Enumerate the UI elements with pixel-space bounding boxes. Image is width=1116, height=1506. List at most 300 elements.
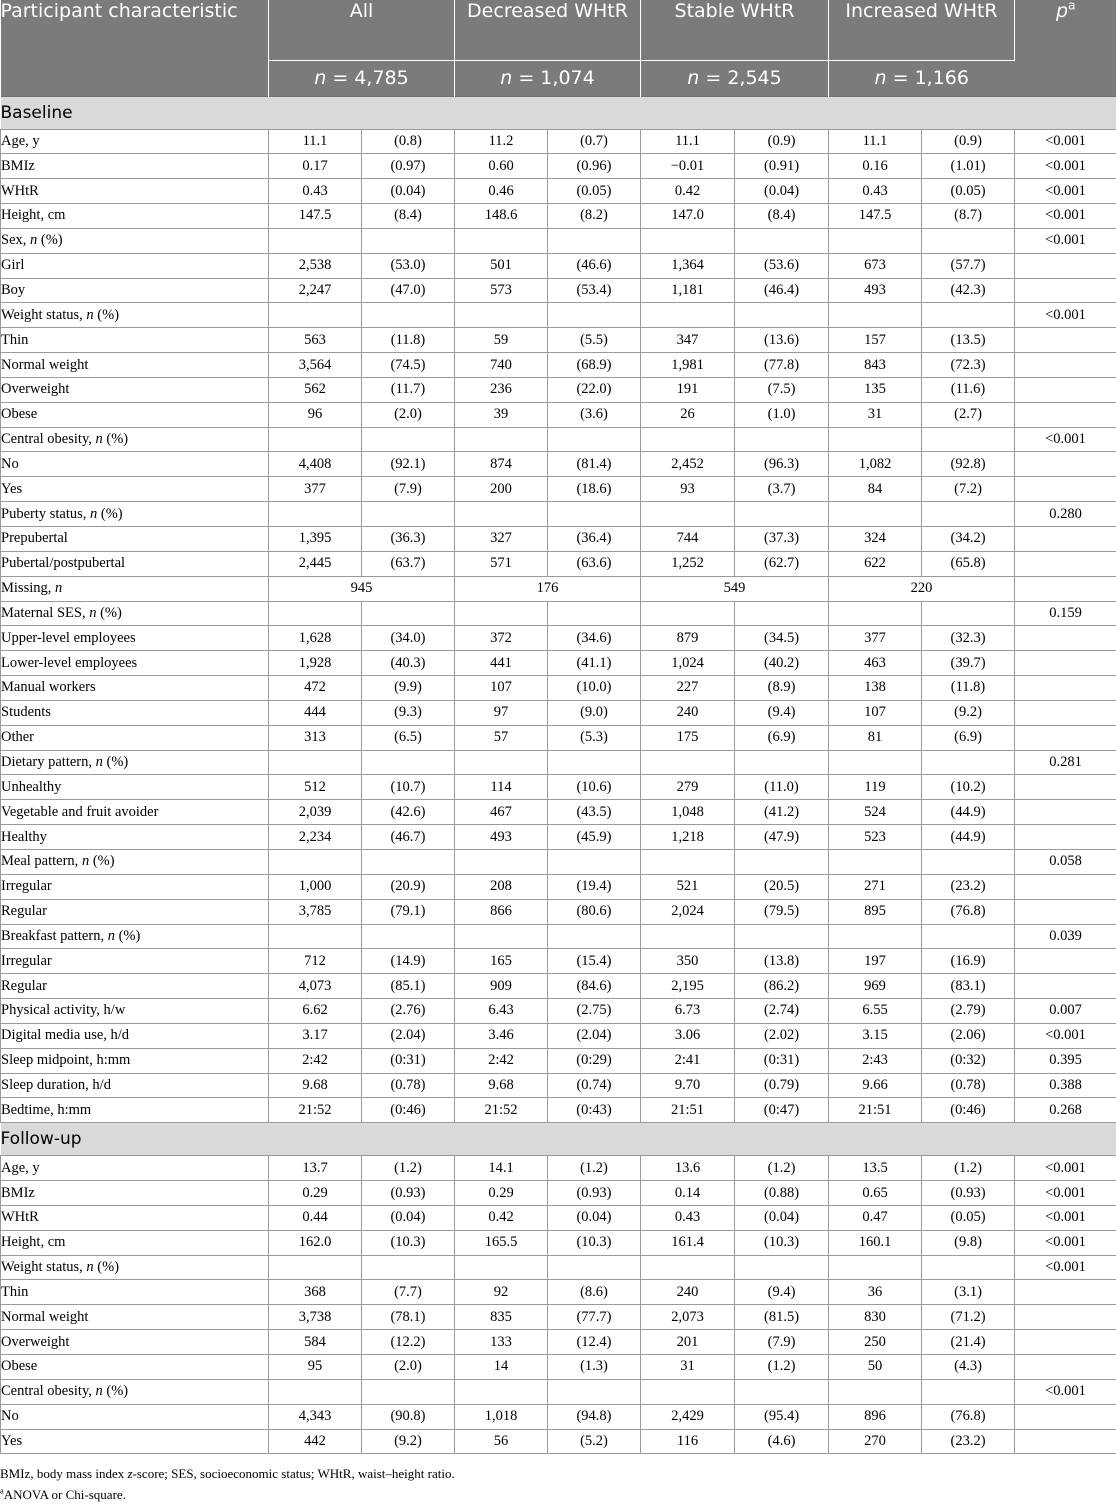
table-cell-value: 11.2 <box>455 129 548 154</box>
table-cell-sd: (2.04) <box>548 1023 641 1048</box>
row-label: Regular <box>1 974 269 999</box>
table-cell-value <box>455 1255 548 1280</box>
table-cell-value: 0.42 <box>455 1205 548 1230</box>
table-cell-sd: (3.1) <box>922 1280 1015 1305</box>
table-cell-value <box>455 502 548 527</box>
table-cell-sd: (40.3) <box>362 651 455 676</box>
table-cell-sd: (2.7) <box>922 402 1015 427</box>
table-cell-value: 250 <box>829 1330 922 1355</box>
table-cell-value <box>269 1379 362 1404</box>
row-label: Pubertal/postpubertal <box>1 551 269 576</box>
table-row <box>1 924 1116 949</box>
table-cell-value: 0.42 <box>641 179 735 204</box>
table-cell-value <box>641 502 735 527</box>
table-cell-sd: (53.0) <box>362 253 455 278</box>
table-cell-sd: (4.3) <box>922 1355 1015 1380</box>
row-label: Bedtime, h:mm <box>1 1098 269 1123</box>
table-cell-sd: (0.78) <box>922 1073 1015 1098</box>
table-row <box>1 427 1116 452</box>
table-cell-sd: (96.3) <box>735 452 829 477</box>
table-cell-sd: (43.5) <box>548 800 641 825</box>
table-cell-sd: (0.74) <box>548 1073 641 1098</box>
table-cell-value: 116 <box>641 1429 735 1454</box>
table-cell-value: 56 <box>455 1429 548 1454</box>
table-cell-sd: (36.4) <box>548 527 641 552</box>
table-cell-sd: (65.8) <box>922 551 1015 576</box>
table-cell-value: 1,364 <box>641 253 735 278</box>
table-cell-value: 1,181 <box>641 278 735 303</box>
table-cell-sd <box>362 502 455 527</box>
table-cell-value: 4,408 <box>269 452 362 477</box>
table-cell-merged: 945 <box>269 576 455 601</box>
table-cell-p-value <box>1015 1330 1116 1355</box>
table-cell-sd: (1.2) <box>362 1156 455 1181</box>
table-cell-value: 563 <box>269 328 362 353</box>
table-cell-sd: (44.9) <box>922 825 1015 850</box>
table-cell-value: 6.43 <box>455 999 548 1024</box>
table-cell-sd: (11.8) <box>362 328 455 353</box>
table-cell-value: 0.43 <box>829 179 922 204</box>
table-cell-value: 372 <box>455 626 548 651</box>
table-cell-value: 866 <box>455 899 548 924</box>
table-cell-sd: (0.97) <box>362 154 455 179</box>
table-row <box>1 576 1116 601</box>
table-cell-value <box>455 924 548 949</box>
table-cell-value: 191 <box>641 377 735 402</box>
table-cell-value: 31 <box>641 1355 735 1380</box>
row-label: Overweight <box>1 377 269 402</box>
table-row <box>1 1098 1116 1123</box>
row-label: WHtR <box>1 1205 269 1230</box>
table-cell-value: 93 <box>641 477 735 502</box>
row-label: Sex, n (%) <box>1 228 269 253</box>
table-cell-value: 1,082 <box>829 452 922 477</box>
table-cell-sd: (12.4) <box>548 1330 641 1355</box>
table-cell-value <box>829 427 922 452</box>
table-cell-sd: (46.6) <box>548 253 641 278</box>
table-cell-value: 2,234 <box>269 825 362 850</box>
table-cell-sd <box>548 502 641 527</box>
table-cell-p-value: <0.001 <box>1015 179 1116 204</box>
table-cell-value <box>455 849 548 874</box>
table-cell-value <box>641 750 735 775</box>
table-cell-value <box>641 601 735 626</box>
table-cell-value: 3.06 <box>641 1023 735 1048</box>
table-cell-p-value: <0.001 <box>1015 1379 1116 1404</box>
table-cell-sd: (1.3) <box>548 1355 641 1380</box>
table-row <box>1 725 1116 750</box>
table-cell-sd: (57.7) <box>922 253 1015 278</box>
table-cell-value: 147.5 <box>269 204 362 229</box>
table-cell-sd: (6.9) <box>922 725 1015 750</box>
section-title: Baseline <box>1 96 1116 129</box>
table-cell-sd: (0.93) <box>548 1181 641 1206</box>
table-cell-value: 138 <box>829 676 922 701</box>
table-cell-sd: (2.04) <box>362 1023 455 1048</box>
row-label: Prepubertal <box>1 527 269 552</box>
header-n-decreased: n = 1,074 <box>455 60 641 96</box>
table-cell-value: 1,395 <box>269 527 362 552</box>
table-cell-p-value <box>1015 452 1116 477</box>
table-cell-sd: (2.0) <box>362 402 455 427</box>
table-cell-sd: (78.1) <box>362 1305 455 1330</box>
table-cell-sd: (2.06) <box>922 1023 1015 1048</box>
row-label: Weight status, n (%) <box>1 1255 269 1280</box>
table-cell-value: 4,343 <box>269 1404 362 1429</box>
row-label: Sleep duration, h/d <box>1 1073 269 1098</box>
table-cell-value: 119 <box>829 775 922 800</box>
table-cell-p-value: 0.039 <box>1015 924 1116 949</box>
table-row <box>1 974 1116 999</box>
table-cell-value: 240 <box>641 700 735 725</box>
table-cell-p-value <box>1015 725 1116 750</box>
table-cell-p-value <box>1015 700 1116 725</box>
table-cell-sd: (6.9) <box>735 725 829 750</box>
table-cell-value <box>829 228 922 253</box>
table-row <box>1 1156 1116 1181</box>
table-cell-sd: (32.3) <box>922 626 1015 651</box>
row-label: Yes <box>1 1429 269 1454</box>
section-header <box>1 1123 1116 1156</box>
table-cell-sd <box>735 1255 829 1280</box>
table-cell-value: 2:41 <box>641 1048 735 1073</box>
table-row <box>1 1355 1116 1380</box>
row-label: Healthy <box>1 825 269 850</box>
table-cell-value: 2,073 <box>641 1305 735 1330</box>
table-cell-value <box>829 1379 922 1404</box>
table-cell-sd: (7.9) <box>735 1330 829 1355</box>
table-cell-sd: (76.8) <box>922 899 1015 924</box>
table-cell-value: 377 <box>269 477 362 502</box>
table-row <box>1 849 1116 874</box>
table-cell-value <box>641 427 735 452</box>
table-cell-value: 843 <box>829 353 922 378</box>
table-cell-value: 584 <box>269 1330 362 1355</box>
header-stable-whtr: Stable WHtR <box>641 0 829 60</box>
table-cell-value: 0.29 <box>455 1181 548 1206</box>
table-cell-value: 148.6 <box>455 204 548 229</box>
table-row <box>1 601 1116 626</box>
table-cell-sd <box>922 1379 1015 1404</box>
table-cell-value <box>269 427 362 452</box>
table-cell-p-value: <0.001 <box>1015 228 1116 253</box>
table-cell-value: 0.44 <box>269 1205 362 1230</box>
table-cell-sd: (84.6) <box>548 974 641 999</box>
table-cell-sd: (0.04) <box>362 179 455 204</box>
table-row <box>1 1305 1116 1330</box>
table-cell-sd: (62.7) <box>735 551 829 576</box>
row-label: Students <box>1 700 269 725</box>
table-row <box>1 651 1116 676</box>
table-row <box>1 1379 1116 1404</box>
table-cell-value: 347 <box>641 328 735 353</box>
footnote-a-text: ANOVA or Chi-square. <box>4 1487 126 1502</box>
table-cell-sd: (19.4) <box>548 874 641 899</box>
table-cell-sd: (0.05) <box>922 179 1015 204</box>
table-cell-sd <box>362 303 455 328</box>
row-label: Missing, n <box>1 576 269 601</box>
row-label: Height, cm <box>1 204 269 229</box>
table-cell-sd: (7.2) <box>922 477 1015 502</box>
header-participant-characteristic: Participant characteristic <box>1 0 269 96</box>
table-cell-sd <box>362 427 455 452</box>
table-cell-value: 9.70 <box>641 1073 735 1098</box>
table-cell-p-value <box>1015 1355 1116 1380</box>
table-cell-p-value: <0.001 <box>1015 427 1116 452</box>
table-cell-value: 1,018 <box>455 1404 548 1429</box>
table-cell-value: 81 <box>829 725 922 750</box>
table-cell-value: 377 <box>829 626 922 651</box>
table-cell-value: 1,981 <box>641 353 735 378</box>
row-label: Sleep midpoint, h:mm <box>1 1048 269 1073</box>
table-cell-sd: (9.2) <box>922 700 1015 725</box>
header-p-value: $p^a$ <box>1015 0 1116 96</box>
table-cell-value: 11.1 <box>641 129 735 154</box>
table-cell-value: 0.47 <box>829 1205 922 1230</box>
section-header <box>1 96 1116 129</box>
table-cell-sd: (10.2) <box>922 775 1015 800</box>
table-row <box>1 825 1116 850</box>
table-cell-sd: (0.05) <box>922 1205 1015 1230</box>
table-cell-value: 493 <box>829 278 922 303</box>
table-cell-sd: (13.8) <box>735 949 829 974</box>
table-cell-value: 92 <box>455 1280 548 1305</box>
table-cell-sd: (8.4) <box>362 204 455 229</box>
row-label: Vegetable and fruit avoider <box>1 800 269 825</box>
table-cell-merged: 176 <box>455 576 641 601</box>
table-cell-sd <box>362 601 455 626</box>
table-cell-value: 107 <box>829 700 922 725</box>
table-cell-sd: (20.5) <box>735 874 829 899</box>
table-cell-value: 107 <box>455 676 548 701</box>
row-label: Puberty status, n (%) <box>1 502 269 527</box>
table-cell-sd: (63.7) <box>362 551 455 576</box>
table-cell-value: 1,218 <box>641 825 735 850</box>
row-label: Height, cm <box>1 1230 269 1255</box>
table-cell-value: 147.0 <box>641 204 735 229</box>
table-cell-sd: (9.0) <box>548 700 641 725</box>
table-cell-p-value <box>1015 825 1116 850</box>
table-cell-value: 2:43 <box>829 1048 922 1073</box>
table-cell-value: 39 <box>455 402 548 427</box>
table-cell-value: 740 <box>455 353 548 378</box>
table-cell-p-value: 0.007 <box>1015 999 1116 1024</box>
section-title: Follow-up <box>1 1123 1116 1156</box>
table-cell-merged: 549 <box>641 576 829 601</box>
table-row <box>1 328 1116 353</box>
table-cell-value: 1,928 <box>269 651 362 676</box>
table-cell-value: 279 <box>641 775 735 800</box>
table-cell-value: 2,247 <box>269 278 362 303</box>
header-all: All <box>269 0 455 60</box>
table-cell-value <box>269 601 362 626</box>
table-cell-value: 21:52 <box>455 1098 548 1123</box>
table-cell-p-value: <0.001 <box>1015 1023 1116 1048</box>
table-cell-value <box>455 228 548 253</box>
table-cell-sd <box>548 228 641 253</box>
table-cell-sd: (71.2) <box>922 1305 1015 1330</box>
table-cell-sd: (21.4) <box>922 1330 1015 1355</box>
table-cell-value: 11.1 <box>269 129 362 154</box>
table-cell-sd <box>922 924 1015 949</box>
table-cell-value: 874 <box>455 452 548 477</box>
table-cell-value: 162.0 <box>269 1230 362 1255</box>
table-cell-sd: (42.6) <box>362 800 455 825</box>
table-cell-sd: (0.04) <box>735 179 829 204</box>
table-cell-value: 368 <box>269 1280 362 1305</box>
table-cell-p-value <box>1015 874 1116 899</box>
table-cell-value: 835 <box>455 1305 548 1330</box>
row-label: Obese <box>1 1355 269 1380</box>
table-cell-p-value <box>1015 626 1116 651</box>
table-cell-sd <box>735 228 829 253</box>
table-cell-value <box>455 1379 548 1404</box>
table-cell-value: 2,452 <box>641 452 735 477</box>
table-cell-p-value <box>1015 676 1116 701</box>
table-cell-value: 161.4 <box>641 1230 735 1255</box>
table-cell-p-value <box>1015 1404 1116 1429</box>
table-row <box>1 1205 1116 1230</box>
table-cell-value: 21:51 <box>641 1098 735 1123</box>
table-cell-sd <box>735 1379 829 1404</box>
row-label: No <box>1 1404 269 1429</box>
table-cell-p-value <box>1015 899 1116 924</box>
table-cell-sd: (81.4) <box>548 452 641 477</box>
table-cell-p-value <box>1015 377 1116 402</box>
table-cell-p-value: 0.268 <box>1015 1098 1116 1123</box>
table-cell-sd: (44.9) <box>922 800 1015 825</box>
table-cell-value: 165.5 <box>455 1230 548 1255</box>
table-cell-value: 1,024 <box>641 651 735 676</box>
table-cell-sd: (13.6) <box>735 328 829 353</box>
table-cell-value: 2,024 <box>641 899 735 924</box>
table-cell-value: 313 <box>269 725 362 750</box>
table-cell-sd: (34.6) <box>548 626 641 651</box>
table-cell-sd <box>922 502 1015 527</box>
table-cell-sd: (0.78) <box>362 1073 455 1098</box>
table-cell-sd: (0:43) <box>548 1098 641 1123</box>
table-cell-value: 147.5 <box>829 204 922 229</box>
table-cell-sd: (1.2) <box>922 1156 1015 1181</box>
table-cell-value: 1,048 <box>641 800 735 825</box>
table-cell-value: 0.16 <box>829 154 922 179</box>
table-cell-value: 830 <box>829 1305 922 1330</box>
table-cell-value: 622 <box>829 551 922 576</box>
table-cell-value: 0.17 <box>269 154 362 179</box>
table-cell-value: 712 <box>269 949 362 974</box>
table-cell-sd: (0.05) <box>548 179 641 204</box>
table-cell-value: 21:52 <box>269 1098 362 1123</box>
table-body <box>1 96 1116 1454</box>
row-label: Digital media use, h/d <box>1 1023 269 1048</box>
table-cell-value: 0.29 <box>269 1181 362 1206</box>
table-cell-sd: (0.7) <box>548 129 641 154</box>
table-cell-value: 50 <box>829 1355 922 1380</box>
table-cell-sd: (0.9) <box>922 129 1015 154</box>
table-cell-value: 467 <box>455 800 548 825</box>
table-cell-value: 157 <box>829 328 922 353</box>
table-row <box>1 129 1116 154</box>
table-cell-sd <box>548 427 641 452</box>
table-cell-p-value <box>1015 1280 1116 1305</box>
row-label: Boy <box>1 278 269 303</box>
table-cell-value: 3.15 <box>829 1023 922 1048</box>
table-cell-sd: (5.3) <box>548 725 641 750</box>
row-label: Obese <box>1 402 269 427</box>
table-cell-p-value: <0.001 <box>1015 1255 1116 1280</box>
table-cell-sd <box>362 750 455 775</box>
table-cell-value: 324 <box>829 527 922 552</box>
table-cell-sd: (12.2) <box>362 1330 455 1355</box>
table-cell-value: 4,073 <box>269 974 362 999</box>
table-cell-sd: (22.0) <box>548 377 641 402</box>
table-cell-sd: (5.5) <box>548 328 641 353</box>
table-cell-p-value <box>1015 1429 1116 1454</box>
table-row <box>1 1280 1116 1305</box>
table-cell-sd <box>922 303 1015 328</box>
table-cell-value <box>641 849 735 874</box>
table-cell-value: 895 <box>829 899 922 924</box>
table-cell-value: 13.6 <box>641 1156 735 1181</box>
table-cell-sd: (5.2) <box>548 1429 641 1454</box>
table-cell-value <box>829 303 922 328</box>
table-cell-sd: (36.3) <box>362 527 455 552</box>
table-cell-value: 0.14 <box>641 1181 735 1206</box>
table-cell-value <box>641 228 735 253</box>
table-row <box>1 874 1116 899</box>
table-cell-sd: (0.88) <box>735 1181 829 1206</box>
table-cell-sd: (1.0) <box>735 402 829 427</box>
table-cell-sd: (41.2) <box>735 800 829 825</box>
table-cell-sd <box>362 1255 455 1280</box>
table-cell-sd <box>922 1255 1015 1280</box>
table-row <box>1 377 1116 402</box>
row-label: Age, y <box>1 1156 269 1181</box>
table-cell-value: 133 <box>455 1330 548 1355</box>
table-cell-value <box>455 303 548 328</box>
row-label: Maternal SES, n (%) <box>1 601 269 626</box>
row-label: Manual workers <box>1 676 269 701</box>
row-label: BMIz <box>1 1181 269 1206</box>
table-cell-value: 3,785 <box>269 899 362 924</box>
table-cell-value <box>455 427 548 452</box>
table-cell-value: 969 <box>829 974 922 999</box>
table-cell-sd: (15.4) <box>548 949 641 974</box>
row-label: Lower-level employees <box>1 651 269 676</box>
table-cell-value: 95 <box>269 1355 362 1380</box>
table-cell-sd: (0:46) <box>362 1098 455 1123</box>
table-cell-value: 26 <box>641 402 735 427</box>
table-cell-p-value: <0.001 <box>1015 204 1116 229</box>
table-cell-value <box>269 303 362 328</box>
table-cell-sd <box>922 601 1015 626</box>
table-cell-sd: (1.01) <box>922 154 1015 179</box>
row-label: Thin <box>1 1280 269 1305</box>
header-n-increased: n = 1,166 <box>829 60 1015 96</box>
table-cell-value: 879 <box>641 626 735 651</box>
table-cell-value: 909 <box>455 974 548 999</box>
table-cell-value: 3.46 <box>455 1023 548 1048</box>
table-cell-value <box>829 750 922 775</box>
table-cell-sd: (47.9) <box>735 825 829 850</box>
table-cell-value <box>829 502 922 527</box>
table-row <box>1 750 1116 775</box>
table-cell-value <box>269 1255 362 1280</box>
header-n-all: n = 4,785 <box>269 60 455 96</box>
table-cell-sd: (34.2) <box>922 527 1015 552</box>
table-cell-value: 573 <box>455 278 548 303</box>
table-cell-sd: (40.2) <box>735 651 829 676</box>
